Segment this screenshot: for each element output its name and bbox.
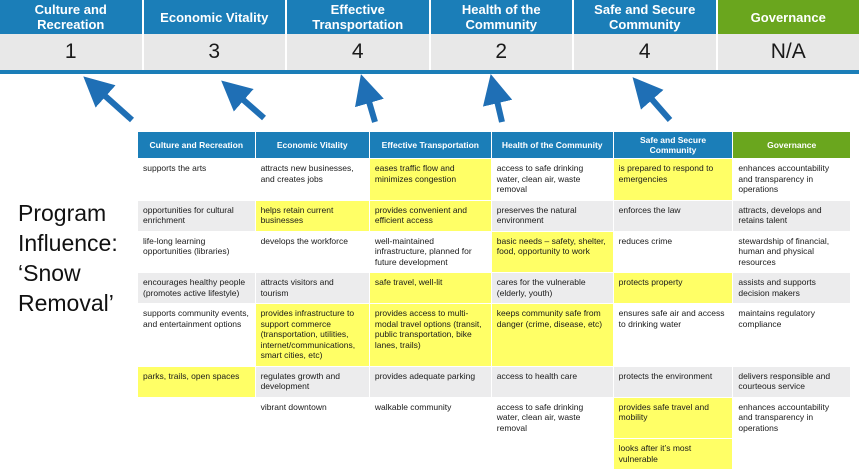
matrix-cell: keeps community safe from danger (crime, disease, etc) [491, 304, 613, 367]
matrix-cell: enhances accountability and transparency in operations [733, 397, 851, 439]
influence-matrix-table [137, 131, 851, 470]
matrix-cell: life-long learning opportunities (libraries) [138, 231, 256, 273]
matrix-cell: access to safe drinking water, clean air, waste removal [491, 397, 613, 439]
matrix-cell: eases traffic flow and minimizes congestion [369, 159, 491, 201]
matrix-cell: looks after it’s most vulnerable [613, 439, 733, 470]
scorecard-header-economic-vitality [144, 0, 288, 34]
matrix-cell: encourages healthy people (promotes active lifestyle) [138, 273, 256, 304]
matrix-cell: delivers responsible and courteous service [733, 366, 851, 397]
matrix-cell: access to safe drinking water, clean air, waste removal [491, 159, 613, 201]
matrix-cell: protects the environment [613, 366, 733, 397]
matrix-cell: attracts, develops and retains talent [733, 200, 851, 231]
matrix-cell: access to health care [491, 366, 613, 397]
caption-line-2: Influence: [18, 228, 138, 258]
matrix-cell: supports community events, and entertainment options [138, 304, 256, 367]
matrix-row [138, 200, 851, 231]
matrix-header-economic-vitality: Economic Vitality [255, 132, 369, 159]
matrix-cell: protects property [613, 273, 733, 304]
scorecard-header-row [0, 0, 859, 34]
matrix-row [138, 397, 851, 439]
matrix-cell: parks, trails, open spaces [138, 366, 256, 397]
matrix-header-row [138, 132, 851, 159]
matrix-cell: regulates growth and development [255, 366, 369, 397]
matrix-cell: attracts new businesses, and creates jobs [255, 159, 369, 201]
scorecard-header-governance [718, 0, 859, 34]
matrix-cell: provides safe travel and mobility [613, 397, 733, 439]
arrow-to-culture-and-recreation [94, 86, 132, 120]
matrix-cell: provides adequate parking [369, 366, 491, 397]
matrix-cell: ensures safe air and access to drinking water [613, 304, 733, 367]
matrix-header-governance: Governance [733, 132, 851, 159]
arrow-to-effective-transportation [365, 88, 375, 122]
matrix-header-health-of-the-community: Health of the Community [491, 132, 613, 159]
scorecard-header-label: Effective Transportation [289, 2, 427, 32]
scorecard-header-safe-and-secure-community [574, 0, 718, 34]
scorecard-top-bar [0, 0, 859, 74]
matrix-cell: basic needs – safety, shelter, food, opportunity to work [491, 231, 613, 273]
matrix-cell: is prepared to respond to emergencies [613, 159, 733, 201]
matrix-row [138, 273, 851, 304]
score-effective-transportation: 4 [287, 34, 431, 70]
caption-line-3: ‘Snow [18, 258, 138, 288]
scorecard-header-label: Health of the Community [433, 2, 571, 32]
matrix-cell: reduces crime [613, 231, 733, 273]
matrix-row [138, 159, 851, 201]
scorecard-header-effective-transportation [287, 0, 431, 34]
scorecard-header-label: Governance [751, 10, 826, 25]
arrow-to-economic-vitality [232, 90, 264, 118]
matrix-cell: vibrant downtown [255, 397, 369, 439]
matrix-cell: well-maintained infrastructure, planned for future development [369, 231, 491, 273]
scorecard-header-label: Economic Vitality [160, 10, 268, 25]
scorecard-score-row [0, 34, 859, 70]
scorecard-header-health-of-the-community [431, 0, 575, 34]
matrix-cell: cares for the vulnerable (elderly, youth) [491, 273, 613, 304]
matrix-cell: opportunities for cultural enrichment [138, 200, 256, 231]
scorecard-header-label: Safe and Secure Community [576, 2, 714, 32]
arrow-to-health-of-the-community [494, 88, 502, 122]
matrix-cell: supports the arts [138, 159, 256, 201]
matrix-row [138, 366, 851, 397]
score-economic-vitality: 3 [144, 34, 288, 70]
score-safe-and-secure-community: 4 [574, 34, 718, 70]
matrix-cell: walkable community [369, 397, 491, 439]
caption-line-1: Program [18, 198, 138, 228]
matrix-cell: enhances accountability and transparency in operations [733, 159, 851, 201]
matrix-cell: enforces the law [613, 200, 733, 231]
matrix-cell: stewardship of financial, human and physical resources [733, 231, 851, 273]
matrix-cell: helps retain current businesses [255, 200, 369, 231]
score-health-of-the-community: 2 [431, 34, 575, 70]
matrix-cell: provides access to multi-modal travel options (transit, public transportation, bike lanes, trails) [369, 304, 491, 367]
matrix-body [138, 159, 851, 470]
score-culture-and-recreation: 1 [0, 34, 144, 70]
matrix-row [138, 304, 851, 367]
score-governance: N/A [718, 34, 859, 70]
matrix-cell: provides infrastructure to support commerce (transportation, utilities, internet/communications, smart cities, etc) [255, 304, 369, 367]
matrix-header-culture-and-recreation: Culture and Recreation [138, 132, 256, 159]
matrix-cell: maintains regulatory compliance [733, 304, 851, 367]
matrix-cell: preserves the natural environment [491, 200, 613, 231]
scorecard-header-label: Culture and Recreation [2, 2, 140, 32]
caption-line-4: Removal’ [18, 288, 138, 318]
matrix-cell: safe travel, well-lit [369, 273, 491, 304]
matrix-cell: provides convenient and efficient access [369, 200, 491, 231]
matrix-header-effective-transportation: Effective Transportation [369, 132, 491, 159]
matrix-header-safe-and-secure-community: Safe and Secure Community [613, 132, 733, 159]
scorecard-underline-rule [0, 70, 859, 74]
matrix-cell: develops the workforce [255, 231, 369, 273]
matrix-cell [138, 397, 256, 439]
matrix-cell: assists and supports decision makers [733, 273, 851, 304]
scorecard-header-culture-and-recreation [0, 0, 144, 34]
caption-program-influence [18, 198, 138, 318]
matrix-row [138, 231, 851, 273]
arrow-group [0, 74, 859, 132]
arrow-to-safe-and-secure-community [642, 88, 670, 120]
matrix-cell: attracts visitors and tourism [255, 273, 369, 304]
